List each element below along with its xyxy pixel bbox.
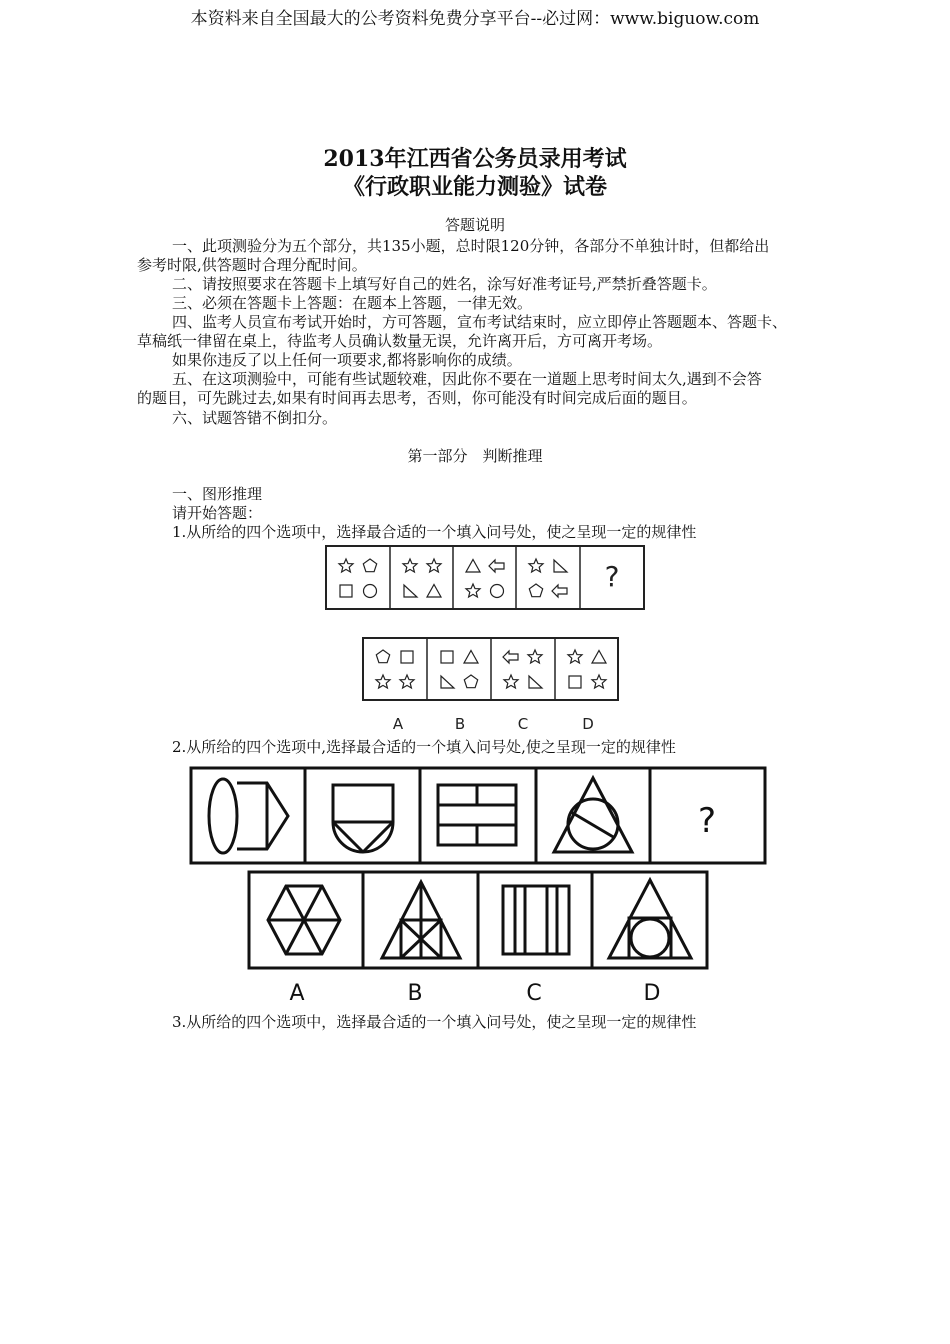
question-2-stem xyxy=(191,768,765,863)
page-header: 本资料来自全国最大的公考资料免费分享平台--必过网：www.biguow.com xyxy=(190,9,760,29)
part-heading: 第一部分 判断推理 xyxy=(407,447,543,465)
instruction-line: 如果你违反了以上任何一项要求,都将影响你的成绩。 xyxy=(172,351,522,369)
instruction-line: 五、在这项测验中，可能有些试题较难，因此你不要在一道题上思考时间太久,遇到不会答 xyxy=(172,370,762,388)
question-1-text: 1.从所给的四个选项中，选择最合适的一个填入问号处，使之呈现一定的规律性 xyxy=(172,523,697,541)
question-2-options xyxy=(249,872,707,968)
instruction-line: 二、请按照要求在答题卡上填写好自己的姓名，涂写好准考证号,严禁折叠答题卡。 xyxy=(172,275,717,293)
option-label-b: B xyxy=(407,981,423,1005)
question-1-figure xyxy=(320,540,660,740)
option-label-d: D xyxy=(643,981,661,1005)
instruction-line: 的题目，可先跳过去,如果有时间再去思考，否则，你可能没有时间完成后面的题目。 xyxy=(137,389,697,407)
option-label-c: C xyxy=(517,715,529,733)
question-1-mark: ? xyxy=(604,560,620,593)
exam-subtitle: 《行政职业能力测验》试卷 xyxy=(342,174,607,200)
instructions-heading: 答题说明 xyxy=(444,216,505,234)
question-1-options xyxy=(363,638,618,700)
instruction-line: 三、必须在答题卡上答题：在题本上答题，一律无效。 xyxy=(172,294,533,312)
exam-title: 2013年江西省公务员录用考试 xyxy=(323,146,627,172)
option-label-a: A xyxy=(392,715,404,733)
question-3-text: 3.从所给的四个选项中，选择最合适的一个填入问号处，使之呈现一定的规律性 xyxy=(172,1013,697,1031)
instruction-line: 一、此项测验分为五个部分，共135小题，总时限120分钟，各部分不单独计时，但都给出 xyxy=(172,237,770,255)
question-2-figure xyxy=(185,760,775,1005)
instruction-line: 四、监考人员宣布考试开始时，方可答题，宣布考试结束时，应立即停止答题题本、答题卡、 xyxy=(172,313,788,331)
instruction-line: 参考时限,供答题时合理分配时间。 xyxy=(137,256,367,274)
option-label-b: B xyxy=(454,715,466,733)
section-heading: 一、图形推理 xyxy=(172,485,263,503)
option-label-c: C xyxy=(526,981,542,1005)
option-label-d: D xyxy=(582,715,594,733)
option-label-a: A xyxy=(289,981,305,1005)
question-1-stem xyxy=(326,546,644,609)
question-2-mark: ? xyxy=(697,801,717,841)
start-prompt: 请开始答题： xyxy=(172,504,263,522)
instruction-line: 六、试题答错不倒扣分。 xyxy=(172,409,338,427)
question-2-text: 2.从所给的四个选项中,选择最合适的一个填入问号处,使之呈现一定的规律性 xyxy=(172,738,676,756)
instruction-line: 草稿纸一律留在桌上，待监考人员确认数量无误，允许离开后，方可离开考场。 xyxy=(137,332,663,350)
